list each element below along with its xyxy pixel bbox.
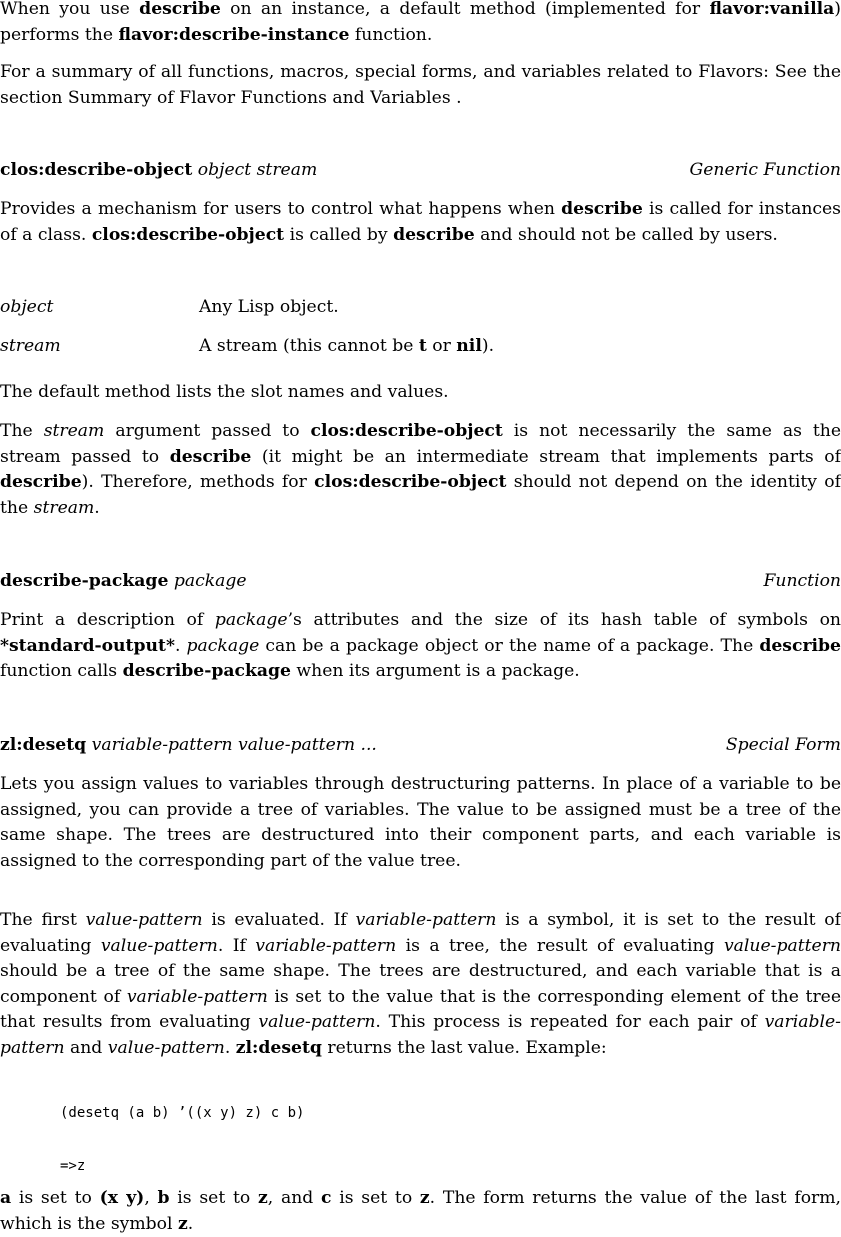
entry-name: clos:describe-object bbox=[0, 160, 193, 180]
entry1-paragraph-3: The stream argument passed to clos:describe-object is not necessarily the same as the stream passed to describe (it might be an intermediate stream that implements parts of describe). Therefore, methods for clos:describe-object should not depend on the identity of the stream. bbox=[0, 421, 841, 518]
code-example-line-2: =>z bbox=[60, 1158, 86, 1174]
entry3-paragraph-1: Lets you assign values to variables through destructuring patterns. In place of a variable to be assigned, you can provide a tree of variables. The value to be assigned must be a tree of the same shape. The trees are destructured into their component parts, and each variable is assigned to the corresponding part of the value tree. bbox=[0, 774, 841, 871]
entry-header-describe-object bbox=[0, 158, 841, 184]
entry-header-desetq bbox=[0, 733, 841, 759]
intro-paragraph-2: For a summary of all functions, macros, special forms, and variables related to Flavors: See the section Summary of Flavor Functions and Variables . bbox=[0, 62, 841, 108]
entry-kind: Function bbox=[763, 571, 841, 591]
entry3-paragraph-2: The first value-pattern is evaluated. If variable-pattern is a symbol, it is set to the result of evaluating value-pattern. If variable-pattern is a tree, the result of evaluating value-pattern should be a tree of the same shape. The trees are destructured, and each variable that is a component of variable-pattern is set to the value that is the corresponding element of the tree that results from evaluating value-pattern. This process is repeated for each pair of variable-pattern and value-pattern. zl:desetq returns the last value. Example: bbox=[0, 910, 841, 1058]
entry-args: variable-pattern value-pattern ... bbox=[91, 735, 377, 755]
code-example-line-1: (desetq (a b) ’((x y) z) c b) bbox=[60, 1105, 305, 1121]
entry-args: package bbox=[173, 571, 247, 591]
entry-name: describe-package bbox=[0, 571, 169, 591]
entry-name: zl:desetq bbox=[0, 735, 87, 755]
argument-row-object: object Any Lisp object. bbox=[0, 297, 339, 317]
entry3-paragraph-3: a is set to (x y), b is set to z, and c is set to z. The form returns the value of the last form, which is the symbol z. bbox=[0, 1188, 841, 1234]
entry-args: object stream bbox=[197, 160, 318, 180]
argument-row-stream: stream A stream (this cannot be t or nil). bbox=[0, 336, 495, 356]
entry-kind: Generic Function bbox=[689, 160, 841, 180]
entry-kind: Special Form bbox=[725, 735, 841, 755]
entry1-paragraph-1: Provides a mechanism for users to control what happens when describe is called for instances of a class. clos:describe-object is called by describe and should not be called by users. bbox=[0, 199, 841, 245]
entry-header-describe-package bbox=[0, 569, 841, 595]
intro-paragraph-1: When you use describe on an instance, a default method (implemented for flavor:vanilla) performs the flavor:describe-instance function. bbox=[0, 0, 841, 45]
entry1-paragraph-2: The default method lists the slot names and values. bbox=[0, 382, 449, 402]
entry2-paragraph-1: Print a description of package’s attributes and the size of its hash table of symbols on *standard-output*. package can be a package object or the name of a package. The describe function calls describe-package when its argument is a package. bbox=[0, 610, 841, 681]
